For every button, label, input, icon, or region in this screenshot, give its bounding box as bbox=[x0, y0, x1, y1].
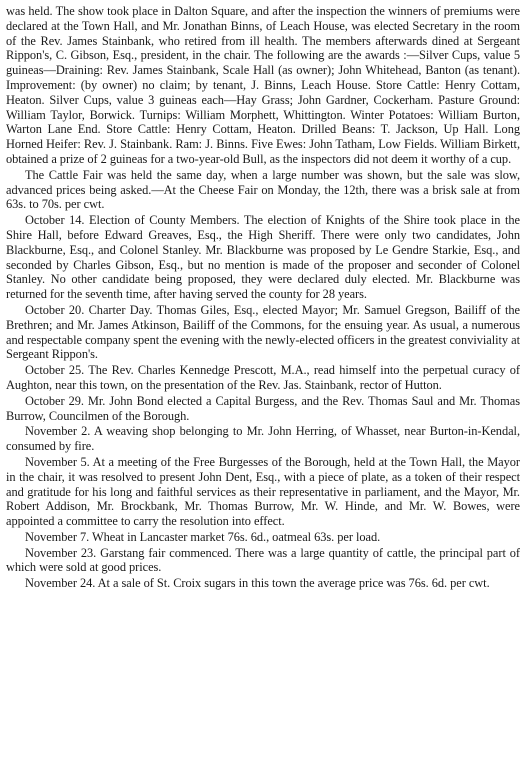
paragraph-october-20-charter-day: October 20. Charter Day. Thomas Giles, Esq., elected Mayor; Mr. Samuel Gregson, Bailiff of the Brethren; and Mr. James Atkinson, Bailiff of the Commons, for the ensuing year. As usual, a numerous and respectable company spent the evening with the newly-elected officers in the greatest conviviality at Sergeant Rippon's. bbox=[6, 302, 520, 362]
paragraph-cattle-fair: The Cattle Fair was held the same day, when a large number was shown, but the sale was slow, advanced prices being asked.—At the Cheese Fair on Monday, the 12th, there was a brisk sale at from 63s. to 70s. per cwt. bbox=[6, 167, 520, 212]
paragraph-october-14-election: October 14. Election of County Members. The election of Knights of the Shire took place in the Shire Hall, before Edward Greaves, Esq., the High Sheriff. There were only two candidates, John Blackburne, Esq., and Colonel Stanley. Mr. Blackburne was proposed by Le Gendre Starkie, Esq., and seconded by Charles Gibson, Esq., but no mention is made of the proposer and seconder of Colonel Stanley. No other candidate being proposed, they were declared duly elected. Mr. Blackburne was returned for the seventh time, after having served the county for 28 years. bbox=[6, 213, 520, 302]
paragraph-october-29-burgess: October 29. Mr. John Bond elected a Capital Burgess, and the Rev. Thomas Saul and Mr. Thomas Burrow, Councilmen of the Borough. bbox=[6, 393, 520, 423]
paragraph-november-2-fire: November 2. A weaving shop belonging to Mr. John Herring, of Whasset, near Burton-in-Kendal, consumed by fire. bbox=[6, 424, 520, 454]
paragraph-november-24-sugar-sale: November 24. At a sale of St. Croix sugars in this town the average price was 76s. 6d. per cwt. bbox=[25, 576, 490, 591]
paragraph-november-7-market: November 7. Wheat in Lancaster market 76s. 6d., oatmeal 63s. per load. bbox=[25, 529, 381, 544]
paragraph-show-awards: was held. The show took place in Dalton Square, and after the inspection the winners of premiums were declared at the Town Hall, and Mr. Jonathan Binns, of Leach House, was elected Secretary in the room of the Rev. James Stainbank, who retired from ill health. The members afterwards dined at Sergeant Rippon's, C. Gibson, Esq., president, in the chair. The following are the awards :—Silver Cups, value 5 guineas—Draining: Rev. James Stainbank, Scale Hall (as owner); John Whitehead, Banton (as tenant). Improvement: (by owner) no claim; by tenant, J. Binns, Leach House. Store Cattle: Henry Cottam, Heaton. Silver Cups, value 3 guineas each—Hay Grass; John Gardner, Cockerham. Pasture Ground: William Taylor, Borwick. Turnips: William Morphett, Whittington. Winter Potatoes: William Burton, Warton Lane End. Store Cattle: Henry Cottam, Heaton. Drilled Beans: T. Jackson, Up Hall. Long Horned Heifer: Rev. J. Stainbank. Ram: J. Binns. Five Ewes: John Tatham, Low Fields. William Birkett, obtained a prize of 2 guineas for a two-year-old Bull, as the inspectors did not deem it worthy of a cup. bbox=[6, 4, 520, 166]
paragraph-october-25-curacy: October 25. The Rev. Charles Kennedge Prescott, M.A., read himself into the perpetual curacy of Aughton, near this town, on the presentation of the Rev. Jas. Stainbank, rector of Hutton. bbox=[6, 363, 520, 392]
paragraph-november-5-meeting: November 5. At a meeting of the Free Burgesses of the Borough, held at the Town Hall, the Mayor in the chair, it was resolved to present John Dent, Esq., with a piece of plate, as a token of their respect and gratitude for his long and faithful services as their representative in parliament, and the Mayor, Mr. Robert Addison, Mr. Brockbank, Mr. Thomas Burrow, Mr. W. Hinde, and Mr. W. Bowes, were appointed a committee to carry the resolution into effect. bbox=[6, 454, 520, 529]
paragraph-november-23-fair: November 23. Garstang fair commenced. There was a large quantity of cattle, the principal part of which were sold at good prices. bbox=[6, 545, 520, 575]
